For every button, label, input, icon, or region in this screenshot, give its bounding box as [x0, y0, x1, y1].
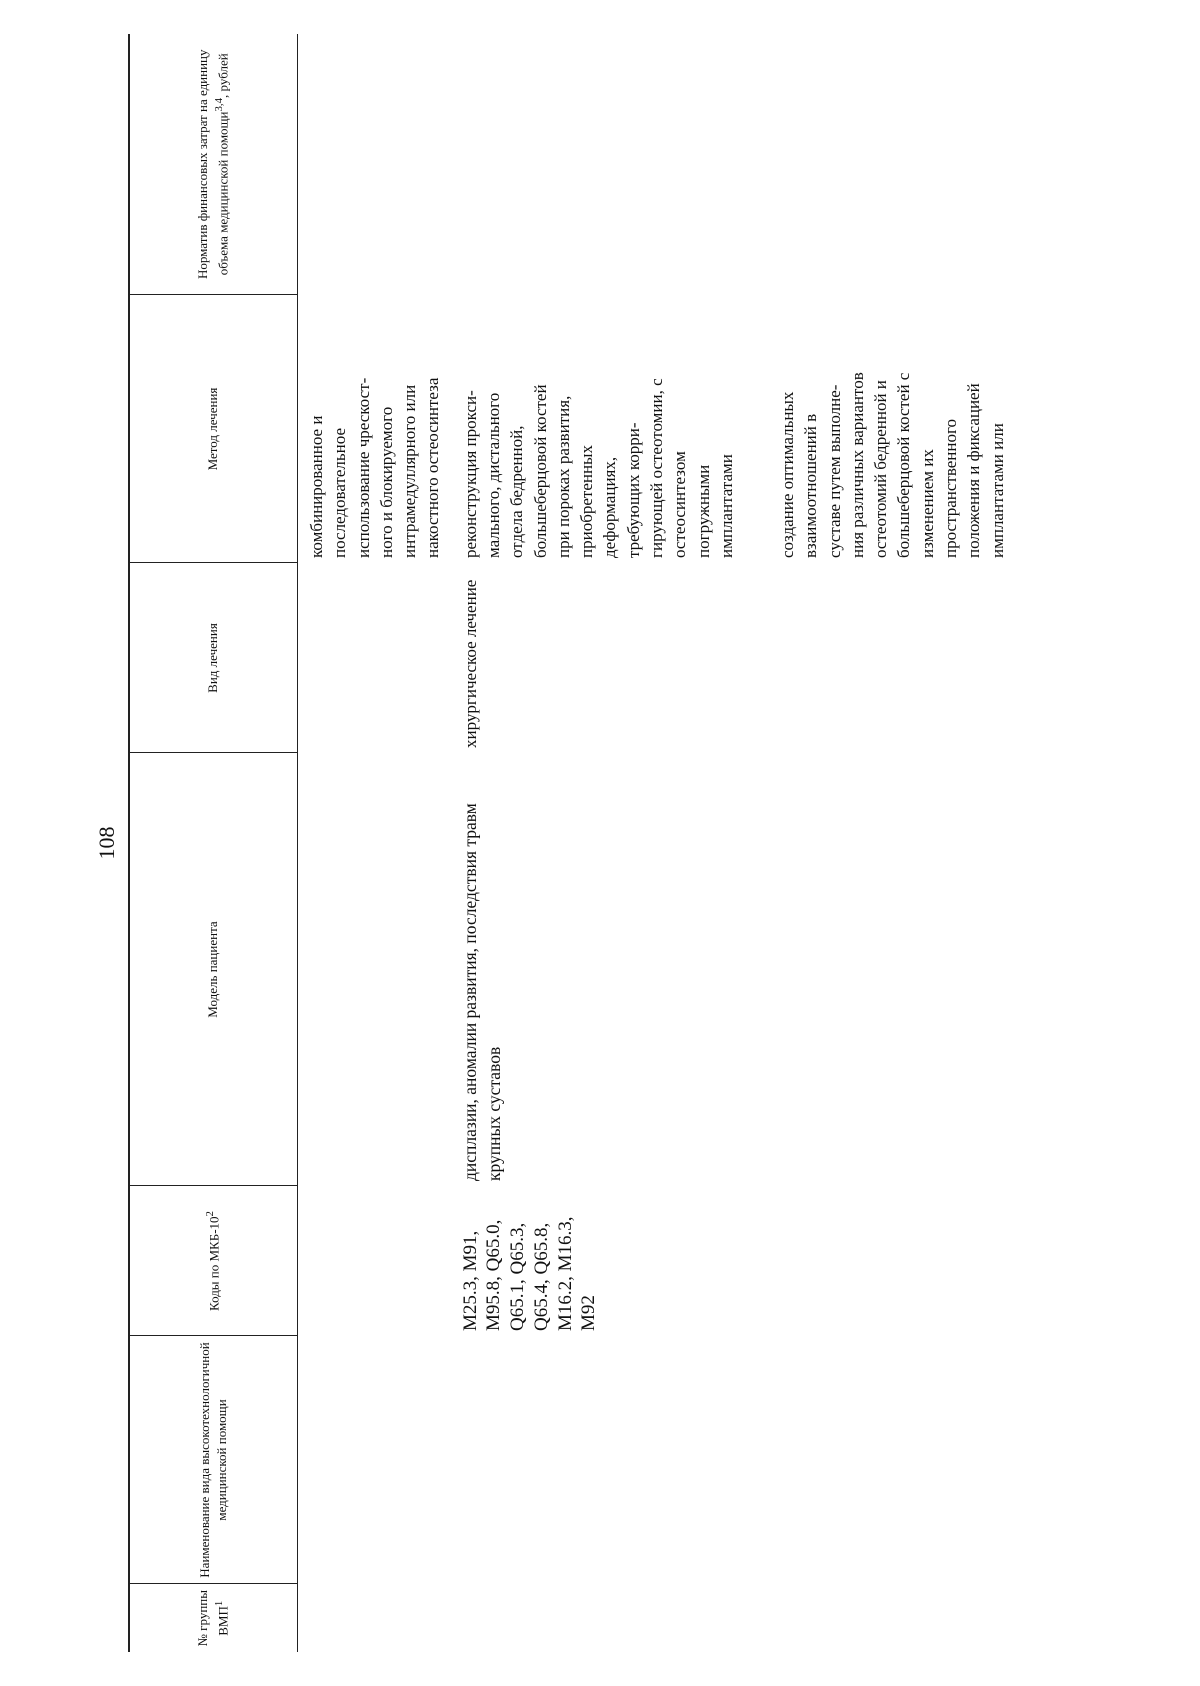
icd-codes-cell: M25.3, M91, M95.8, Q65.0, Q65.1, Q65.3, Q65.4, Q65.8, M16.2, M16.3, M92	[459, 1216, 600, 1331]
header-vmp-name: Наименование вида высокотехнологичной медицинской помощи	[129, 1336, 298, 1584]
treatment-type-cell: хирургическое лечение	[460, 579, 480, 748]
header-icd-codes: Коды по МКБ-$10^2$	[129, 1186, 298, 1336]
header-cost-norm: Норматив финансовых затрат на единицу объема медицинской помощи$^{3,4}$, рублей	[129, 34, 298, 295]
header-patient-model: Модель пациента	[129, 753, 298, 1186]
method-item: создание оптимальных взаимоотношений в суставе путем выполне- ния различных вариантов остеотомий бедренной и большеберцовой костей с изменением их пространственного положения и фиксацией имплантатами или	[778, 372, 1007, 558]
patient-model-cell: дисплазии, аномалии развития, последствия травм крупных суставов	[459, 803, 504, 1181]
vmp-table	[128, 34, 1139, 1652]
rotated-table-wrapper	[128, 34, 1173, 1652]
table-row	[459, 34, 1139, 1652]
header-treatment-method: Метод лечения	[129, 295, 298, 563]
table-row-continuation	[298, 34, 459, 1652]
header-treatment-type: Вид лечения	[129, 563, 298, 753]
table-header-row	[129, 34, 298, 1652]
method-cell: комбинированное и последовательное использование чрескост- ного и блокируемого интрамедуллярного или накостного остеосинтеза	[307, 377, 443, 558]
page-number: 108	[94, 826, 119, 860]
header-group-no: № группы ВМП$^1$	[129, 1584, 298, 1652]
method-cell	[459, 295, 1139, 563]
method-item: реконструкция прокси- мального, дистального отдела бедренной, большеберцовой костей при пороках развития, приобретенных деформациях, требующих корри- гирующей остеотомии, с остеосинтезом погружными имплантатами	[460, 378, 736, 558]
